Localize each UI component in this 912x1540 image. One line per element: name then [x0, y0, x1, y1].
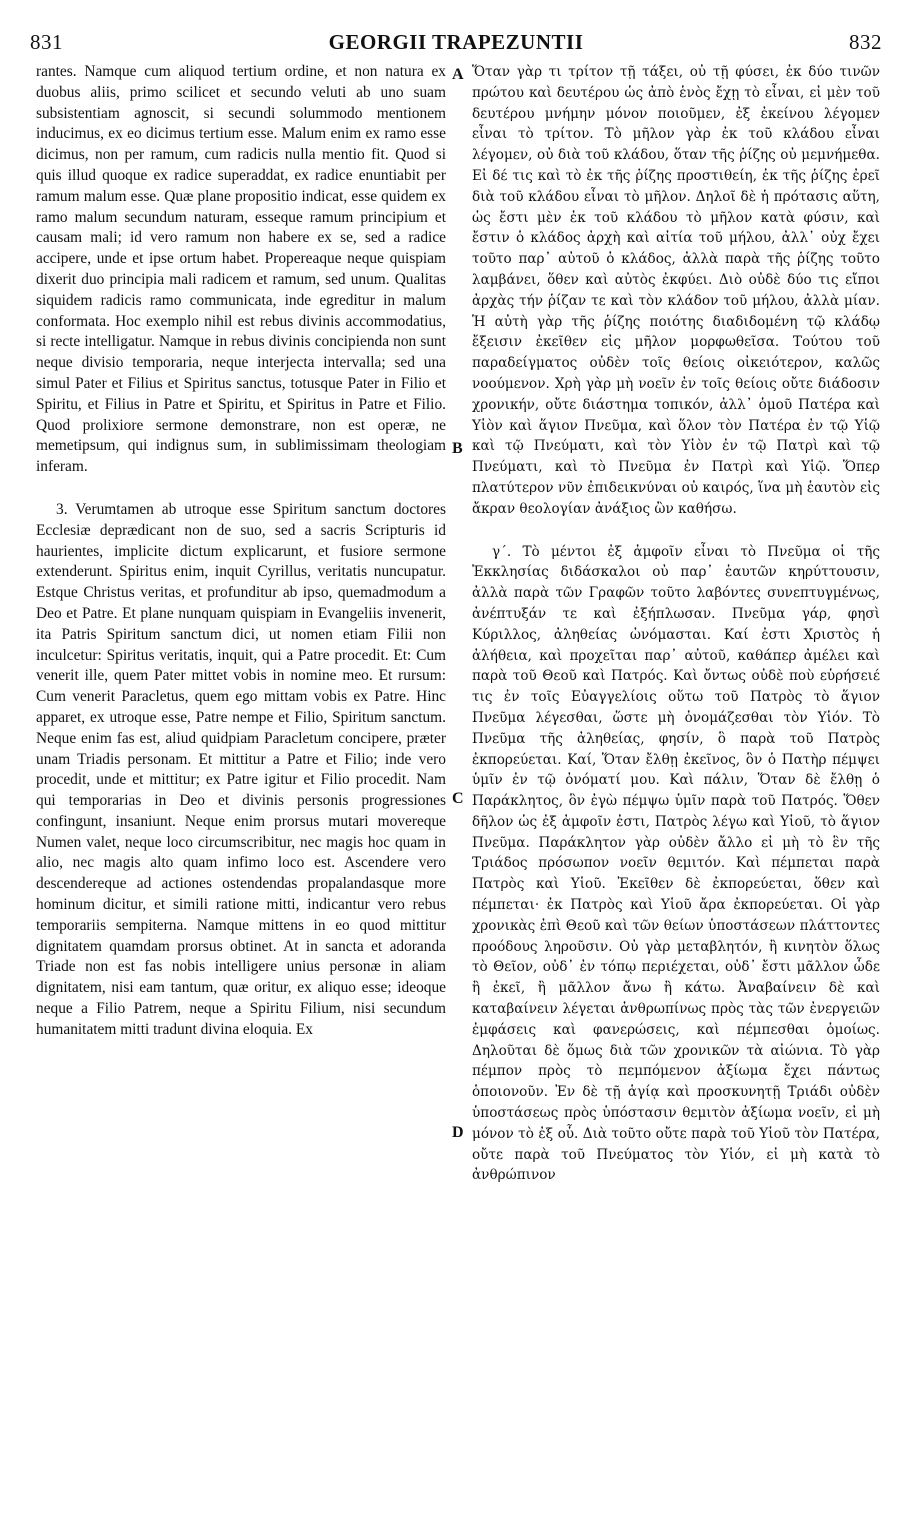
margin-marker-d: D: [452, 1124, 464, 1141]
page-number-right: 832: [849, 30, 882, 54]
margin-marker-c: C: [452, 790, 464, 807]
latin-column: [36, 62, 446, 1041]
latin-paragraph-2: 3. Verumtamen ab utroque esse Spiritum sanctum doctores Ecclesiæ deprædicant non de suo, sed a sacris Scripturis id haurientes, implicite dictum explicarunt, et fusiore sermone extenderunt. Spiritus enim, inquit Cyrillus, veritatis nuncupatur. Estque Christus veritas, et profunditur ab ipso, quemadmodum a Deo et Patre. Et plane nunquam quispiam in Evangeliis invenerit, ita Patris Spiritum sanctum dici, ut nomen etiam Filii non inculcetur: Spiritus veritatis, inquit, qui a Patre procedit. Et: Cum venerit ille, quem Pater mittet vobis in nomine meo. Et rursum: Cum venerit Paracletus, quem ego mittam vobis ex Patre. Hinc apparet, ex utroque esse, Patre nempe et Filio, Spiritum sanctum. Neque enim fas est, aliud quidpiam Paracletum concipere, præter unam Triadis personam. Et mittitur a Patre et Filio; inde vero procedit, unde et mittitur; ex Patre igitur et Filio procedit. Nam qui temporarias in Deo et divinis personis progressiones confingunt, insaniunt. Neque enim prorsus mutari movereque Numen valet, neque loco circumscribitur, nec magis hoc quam in alio, nec magis alto quam infimo loco est. Ascendere vero descendereque ad actiones ostendendas propalandasque more hominum dicitur, et simili ratione mitti, indicantur vero rebus temporariis sempiterna. Namque mittens in eo quod mittitur dignitatem quamdam prorsus obtinet. At in sancta et adoranda Triade non est fas nobis intelligere unius personæ in aliam dignitatem, nisi eam tantum, quæ oritur, ex aliquo esse; ideoque neque a Filio Patrem, neque a Spiritu Filium, nisi secundum humanitatem mitti tradunt divina eloquia. Ex: [36, 500, 446, 1038]
page-header: [30, 30, 882, 58]
margin-marker-b: B: [452, 440, 463, 457]
greek-column: [472, 62, 880, 1186]
greek-paragraph-1: Ὅταν γὰρ τι τρίτον τῇ τάξει, οὐ τῇ φύσει, ἐκ δύο τινῶν πρώτου καὶ δευτέρου ὡς ἀπὸ ἑνὸς ἔχῃ τὸ εἶναι, εἰ μὲν τοῦ δευτέρου μνήμην μόνον ποιοῦμεν, ἐξ ἐκείνου λέγομεν εἶναι τὸ τρίτον. Τὸ μῆλον γὰρ ἐκ τοῦ κλάδου εἶναι λέγομεν, οὐ διὰ τοῦ κλάδου, ὅταν τῆς ῥίζης οὐ μεμνήμεθα. Εἰ δέ τις καὶ τὸ ἐκ τῆς ῥίζης προστιθείη, ἐκ τῆς ῥίζης ἐρεῖ διὰ τοῦ κλάδου εἶναι τὸ μῆλον. Δηλοῖ δὲ ἡ πρότασις αὕτη, ὡς ἔστι μὲν ἐκ τοῦ κλάδου τὸ μῆλον κατὰ φύσιν, καὶ ἔστιν ὁ κλάδος ἀρχὴ καὶ αἰτία τοῦ μήλου, ἀλλ᾽ οὐχ ἔχει τοῦτο παρ᾽ αὐτοῦ ὁ κλάδος, ἀλλὰ παρὰ τῆς ῥίζης τοῦτο λαμβάνει, ὅθεν καὶ αὐτὸς ἐκφύει. Διὸ οὐδὲ δύο τις εἴποι ἀρχὰς τήν ῥίζαν τε καὶ τὸν κλάδον τοῦ μήλου, ἀλλὰ μίαν. Ἡ αὐτὴ γὰρ τῆς ῥίζης ποιότης διαδιδομένη τῷ κλάδῳ ἔξεισιν ἐκεῖθεν εἰς μῆλον μορφωθεῖσα. Τούτου τοῦ παραδείγματος οὐδὲν τοῖς θείοις οἰκειότερον, καλῶς νοούμενον. Χρὴ γὰρ μὴ νοεῖν ἐν τοῖς θείοις οὔτε διάδοσιν χρονικήν, οὔτε διάστημα τοπικόν, ἀλλ᾽ ὁμοῦ Πατέρα καὶ Υἱὸν καὶ ἅγιον Πνεῦμα, καὶ ὅλον τὸν Πατέρα ἐν τῷ Υἱῷ καὶ τῷ Πνεύματι, καὶ τὸν Υἱὸν ἐν τῷ Πατρὶ καὶ τῷ Πνεύματι, καὶ τὸ Πνεῦμα ἐν Πατρὶ καὶ Υἱῷ. Ὅπερ πλατύτερον νῦν ἐπιδεικνύναι οὐ καιρός, ἵνα μὴ ἑαυτὸν εἰς ἄκραν θεολογίαν ἀνάξιος ὢν καθήσω.: [472, 64, 880, 517]
running-title: GEORGII TRAPEZUNTII: [328, 30, 584, 54]
page-number-left: 831: [30, 30, 63, 54]
latin-paragraph-1: rantes. Namque cum aliquod tertium ordine, et non natura ex duobus aliis, primo scilicet et secundo veluti ab uno suam subsistentiam agnoscit, si secundi solummodo mentionem inducimus, ex eo dicimus tertium esse. Malum enim ex ramo esse dicimus, non per ramum, cum radicis nulla mentio fit. Quod si quis illud quoque ex radice superaddat, ex radice enuntiabit per ramum malum esse. Quæ plane propositio indicat, esse quidem ex ramo malum secundum naturam, esseque ramum principium et causam mali; id vero ramum non habere ex se, sed a radice accipere, unde et ipse ortum habet. Propereaque neque quispiam dixerit duo principia mali radicem et ramum, sed unum. Qualitas siquidem radicis ramo communicata, inde egreditur in malum conformata. Hoc exemplo nihil est rebus divinis accommodatius, si recte intelligatur. Namque in rebus divinis concipienda non sunt neque divisio temporaria, neque interjecta intervalla; sed una simul Pater et Filius et Spiritus sanctus, totusque Pater in Filio et Spiritu, et Filius in Patre et Spiritu, et Spiritus in Patre et Filio. Quod prolixiore sermone demonstrare, non est operæ, ne memetipsum, qui indignus sum, in sublimissimam theologiam inferam.: [36, 63, 446, 476]
greek-paragraph-2: γ΄. Τὸ μέντοι ἐξ ἀμφοῖν εἶναι τὸ Πνεῦμα οἱ τῆς Ἐκκλησίας διδάσκαλοι οὐ παρ᾽ ἑαυτῶν κηρύττουσιν, ἀλλὰ παρὰ τῶν Γραφῶν τοῦτο λαβόντες συνεπτυγμένως, ἀνέπτυξάν τε καὶ ἐξήπλωσαν. Πνεῦμα γάρ, φησὶ Κύριλλος, ἀληθείας ὠνόμασται. Καί ἐστι Χριστὸς ἡ ἀλήθεια, καὶ προχεῖται παρ᾽ αὐτοῦ, καθάπερ ἀμέλει καὶ παρὰ τοῦ Θεοῦ καὶ Πατρός. Καὶ ὄντως οὐδὲ ποὺ εὑρήσειέ τις ἐν τοῖς Εὐαγγελίοις οὕτω τοῦ Πατρὸς τὸ ἅγιον Πνεῦμα λέγεσθαι, ὥστε μὴ ὀνομάζεσθαι τὸν Υἱόν. Τὸ Πνεῦμα τῆς ἀληθείας, φησίν, ὃ παρὰ τοῦ Πατρὸς ἐκπορεύεται. Καί, Ὅταν ἔλθῃ ἐκεῖνος, ὃν ὁ Πατὴρ πέμψει ὑμῖν ἐν τῷ ὀνόματί μου. Καὶ πάλιν, Ὅταν δὲ ἔλθῃ ὁ Παράκλητος, ὃν ἐγὼ πέμψω ὑμῖν παρὰ τοῦ Πατρός. Ὅθεν δῆλον ὡς ἐξ ἀμφοῖν ἐστι, Πατρὸς λέγω καὶ Υἱοῦ, τὸ ἅγιον Πνεῦμα. Παράκλητον γὰρ οὐδὲν ἄλλο εἰ μὴ τὸ ἓν τῆς Τριάδος πρόσωπον νοεῖν θεμιτόν. Καὶ πέμπεται παρὰ Πατρὸς καὶ Υἱοῦ. Ἐκεῖθεν δὲ ἐκπορεύεται, ὅθεν καὶ πέμπεται· ἐκ Πατρὸς καὶ Υἱοῦ ἄρα ἐκπορεύεται. Οἱ γὰρ χρονικὰς ἐπὶ Θεοῦ καὶ τῶν θείων ὑποστάσεων πλάττοντες προόδους ληροῦσιν. Οὐ γὰρ μεταβλητόν, ἢ κινητὸν ὅλως τὸ Θεῖον, οὐδ᾽ ἐν τόπῳ περιέχεται, οὐδ᾽ ἔστι μᾶλλον ὧδε ἢ ἐκεῖ, ἢ μᾶλλον ἄνω ἢ κάτω. Ἀναβαίνειν δὲ καὶ καταβαίνειν λέγεται ἀνθρωπίνως πρὸς τὰς τῶν ἐνεργειῶν ἐμφάσεις καὶ φανερώσεις, καὶ πέμπεσθαι ὁμοίως. Δηλοῦται δὲ ὅμως διὰ τῶν χρονικῶν τὰ αἰώνια. Τὸ γὰρ πέμπον πρὸς τὸ πεμπόμενον ἀξίωμα ἔχει πάντως ὁποιονοῦν. Ἐν δὲ τῇ ἁγίᾳ καὶ προσκυνητῇ Τριάδι οὐδὲν ὑποστάσεως πρὸς ὑπόστασιν θεμιτὸν ἀξίωμα νοεῖν, εἰ μὴ μόνον τὸ ἐξ οὗ. Διὰ τοῦτο οὔτε παρὰ τοῦ Υἱοῦ τὸν Πατέρα, οὔτε παρὰ τοῦ Πνεύματος τὸν Υἱόν, εἰ μὴ κατὰ τὸ ἀνθρώπινον: [472, 543, 880, 1184]
margin-marker-a: A: [452, 66, 464, 83]
